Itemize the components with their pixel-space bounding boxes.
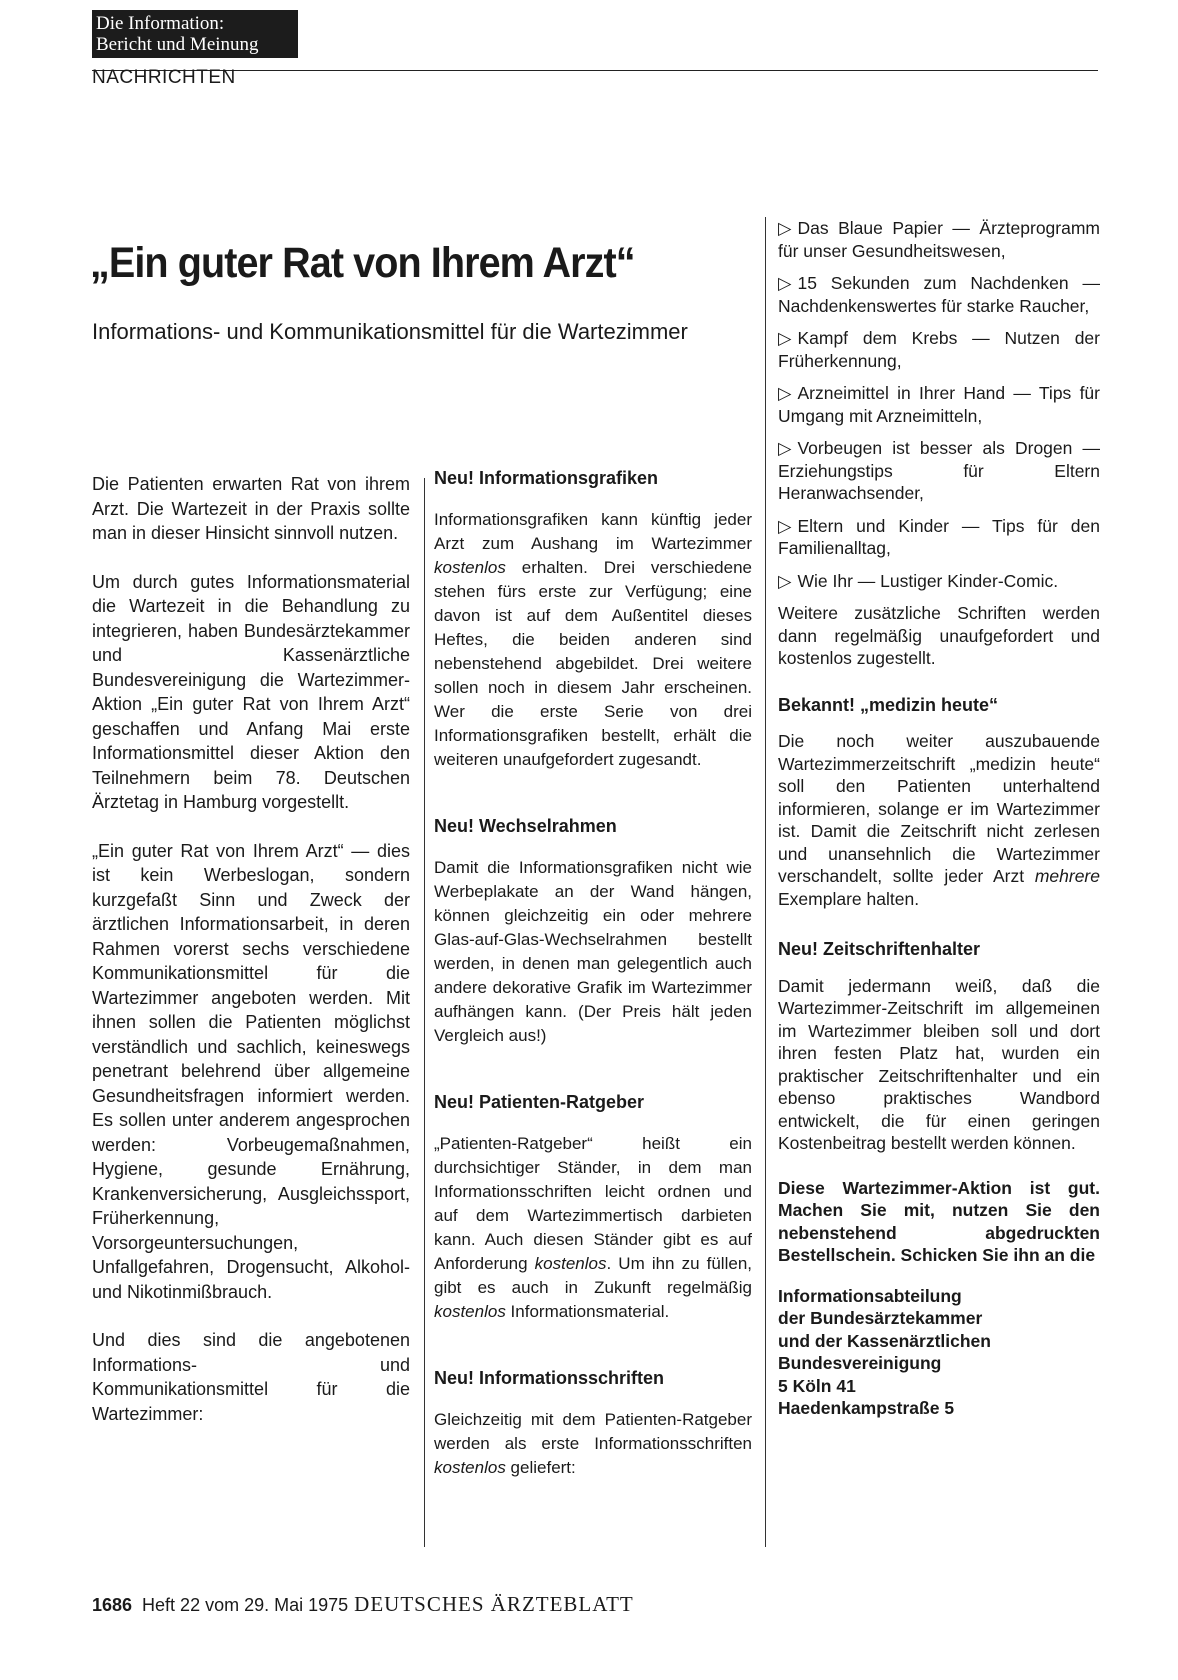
column-3 (778, 217, 1100, 1420)
triangle-right-icon: ▷ (778, 570, 792, 591)
paragraph: „Ein guter Rat von Ihrem Arzt“ — dies ist kein Werbeslogan, sondern kurzgefaßt Sinn und Zweck der ärztlichen Informationsarbeit, in deren Rahmen vorerst sechs verschiedene Kommunikationsmittel für die Wartezimmer angeboten werden. Mit ihnen sollen die Patienten möglichst verständlich und sachlich, keineswegs penetrant belehrend über allgemeine Gesundheitsfragen informiert werden. Es sollen unter anderem angesprochen werden: Vorbeugemaßnahmen, Hygiene, gesunde Ernährung, Krankenversicherung, Ausgleichssport, Früherkennung, Vorsorgeuntersuchungen, Unfallgefahren, Drogensucht, Alkohol- und Nikotinmißbrauch. (92, 840, 410, 1302)
paragraph: Um durch gutes Informationsmaterial die Wartezeit in die Behandlung zu integrieren, haben Bundesärztekammer und Kassenärztliche Bundesvereinigung die Wartezimmer-Aktion „Ein guter Rat von Ihrem Arzt“ geschaffen und Anfang Mai erste Informationsmittel dieser Aktion den Teilnehmern beim 78. Deutschen Ärztetag in Hamburg vorgestellt. (92, 571, 410, 812)
column-2 (434, 466, 752, 1480)
paragraph: Und dies sind die angebotenen Informations- und Kommunikationsmittel für die Wartezimmer: (92, 1330, 410, 1424)
header-rule (92, 70, 1098, 71)
paragraph: Die Patienten erwarten Rat von ihrem Arzt. Die Wartezeit in der Praxis sollte man in dieser Hinsicht sinnvoll nutzen. (92, 474, 410, 543)
list-item: ▷ Vorbeugen ist besser als Drogen — Erziehungstips für Eltern Heranwachsender, (778, 438, 1100, 503)
column-1 (92, 472, 410, 1450)
list-item: ▷ Kampf dem Krebs — Nutzen der Früherkennung, (778, 328, 1100, 371)
rubric-box: Die Information: Bericht und Meinung (92, 10, 298, 58)
triangle-right-icon: ▷ (778, 218, 792, 238)
list-item: ▷ 15 Sekunden zum Nachdenken — Nachdenkenswertes für starke Raucher, (778, 273, 1100, 316)
section-label: NACHRICHTEN (92, 67, 236, 88)
call-to-action: Diese Wartezimmer-Aktion ist gut. Machen Sie mit, nutzen Sie den nebenstehend abgedruckten Bestellschein. Schicken Sie ihn an die (778, 1177, 1100, 1265)
paragraph: Damit die Informationsgrafiken nicht wie Werbeplakate an der Wand hängen, können gleichzeitig ein oder mehrere Glas-auf-Glas-Wechselrahmen bestellt werden, in denen man gelegentlich auch andere dekorative Grafik im Wartezimmer aufhängen kann. (Der Preis hält jeden Vergleich aus!) (434, 858, 752, 1045)
journal-name: DEUTSCHES ÄRZTEBLATT (354, 1592, 634, 1616)
address-block: Informationsabteilung der Bundesärztekammer und der Kassenärztlichen Bundesvereinigung 5 Köln 41 Haedenkampstraße 5 (778, 1285, 991, 1418)
paragraph: Informationsgrafiken kann künftig jeder Arzt zum Aushang im Wartezimmer kostenlos erhalten. Drei verschiedene stehen fürs erste zur Verfügung; eine davon ist auf dem Außentitel dieses Heftes, die beiden anderen sind nebenstehend abgebildet. Drei weitere sollen noch in diesem Jahr erscheinen. Wer die erste Serie von drei Informationsgrafiken bestellt, erhält die weiteren unaufgefordert zugesandt. (434, 510, 752, 769)
list-item: ▷ Arzneimittel in Ihrer Hand — Tips für Umgang mit Arzneimitteln, (778, 383, 1100, 426)
column-divider (765, 217, 766, 1547)
article-title: „Ein guter Rat von Ihrem Arzt“ (90, 238, 635, 287)
section-heading: Neu! Wechselrahmen (434, 816, 617, 836)
triangle-right-icon: ▷ (778, 438, 792, 458)
page-number: 1686 (92, 1595, 133, 1615)
list-item: ▷ Wie Ihr — Lustiger Kinder-Comic. (778, 570, 1059, 591)
paragraph: „Patienten-Ratgeber“ heißt ein durchsichtiger Ständer, in dem man Informationsschriften leicht ordnen und auf dem Wartezimmertisch darbieten kann. Auch diesen Ständer gibt es auf Anforderung kostenlos. Um ihn zu füllen, gibt es auch in Zukunft regelmäßig kostenlos Informationsmaterial. (434, 1134, 752, 1321)
section-heading: Neu! Patienten-Ratgeber (434, 1092, 645, 1112)
paragraph: Gleichzeitig mit dem Patienten-Ratgeber werden als erste Informationsschriften kostenlos geliefert: (434, 1410, 752, 1477)
section-heading: Neu! Informationsgrafiken (434, 468, 659, 488)
paragraph: Weitere zusätzliche Schriften werden dann regelmäßig unaufgefordert und kostenlos zugestellt. (778, 603, 1100, 668)
section-heading: Neu! Zeitschriftenhalter (778, 939, 981, 959)
triangle-right-icon: ▷ (778, 328, 792, 348)
column-divider (424, 478, 425, 1547)
triangle-right-icon: ▷ (778, 383, 792, 403)
issue-info: Heft 22 vom 29. Mai 1975 (142, 1595, 349, 1615)
list-item: ▷ Eltern und Kinder — Tips für den Familienalltag, (778, 515, 1100, 558)
page-footer (92, 1592, 634, 1617)
paragraph: Die noch weiter auszubauende Wartezimmerzeitschrift „medizin heute“ soll den Patienten unterhaltend informieren, solange er im Wartezimmer ist. Damit die Zeitschrift nicht zerlesen und unansehnlich die Wartezimmer verschandelt, sollte jeder Arzt mehrere Exemplare halten. (778, 731, 1100, 909)
list-item: ▷ Das Blaue Papier — Ärzteprogramm für unser Gesundheitswesen, (778, 218, 1100, 261)
article-subtitle: Informations- und Kommunikationsmittel für die Wartezimmer (92, 319, 688, 344)
paragraph: Damit jedermann weiß, daß die Wartezimmer-Zeitschrift im allgemeinen im Wartezimmer bleiben soll und dort ihren festen Platz hat, wurden ein praktischer Zeitschriftenhalter und ein ebenso praktisches Wandbord entwickelt, die für einen geringen Kostenbeitrag bestellt werden können. (778, 975, 1100, 1153)
section-heading: Bekannt! „medizin heute“ (778, 694, 999, 715)
triangle-right-icon: ▷ (778, 515, 792, 536)
section-heading: Neu! Informationsschriften (434, 1368, 665, 1388)
triangle-right-icon: ▷ (778, 273, 792, 293)
